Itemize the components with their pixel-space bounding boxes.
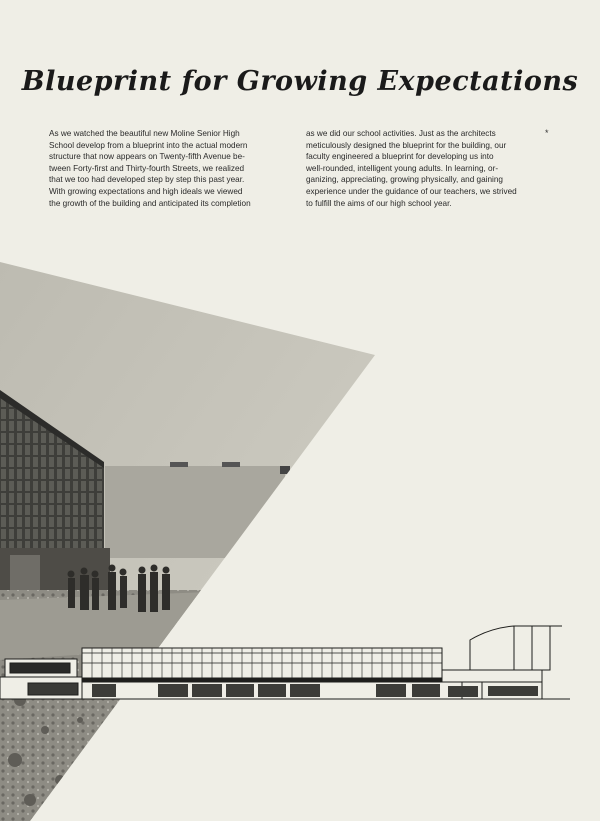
text-line: the growth of the building and anticipated its completion xyxy=(49,198,251,208)
text-line: experience under the guidance of our teachers, we strived xyxy=(306,186,517,196)
text-line: With growing expectations and high ideals we viewed xyxy=(49,186,243,196)
page-title: Blueprint for Growing Expectations xyxy=(21,66,579,97)
body-text-left xyxy=(49,128,282,209)
text-line: School develop from a blueprint into the actual modern xyxy=(49,140,248,150)
asterisk-mark: * xyxy=(545,128,549,138)
text-line: that we too had developed step by step this past year. xyxy=(49,175,245,185)
text-line: meticulously designed the blueprint for the building, our xyxy=(306,140,507,150)
text-line: to fulfill the aims of our high school year. xyxy=(306,198,452,208)
body-text-right xyxy=(306,128,539,209)
text-line: ganizing, appreciating, growing physically, and gaining xyxy=(306,175,503,185)
building-photo xyxy=(0,260,380,821)
text-line: tween Forty-first and Thirty-fourth Streets, we realized xyxy=(49,163,245,173)
text-line: well-rounded, intelligent young adults. In learning, or- xyxy=(306,163,499,173)
text-line: as we did our school activities. Just as the architects xyxy=(306,129,496,138)
text-line: As we watched the beautiful new Moline Senior High xyxy=(49,129,240,138)
text-line: structure that now appears on Twenty-fifth Avenue be- xyxy=(49,152,245,162)
text-line: faculty engineered a blueprint for developing us into xyxy=(306,152,494,162)
